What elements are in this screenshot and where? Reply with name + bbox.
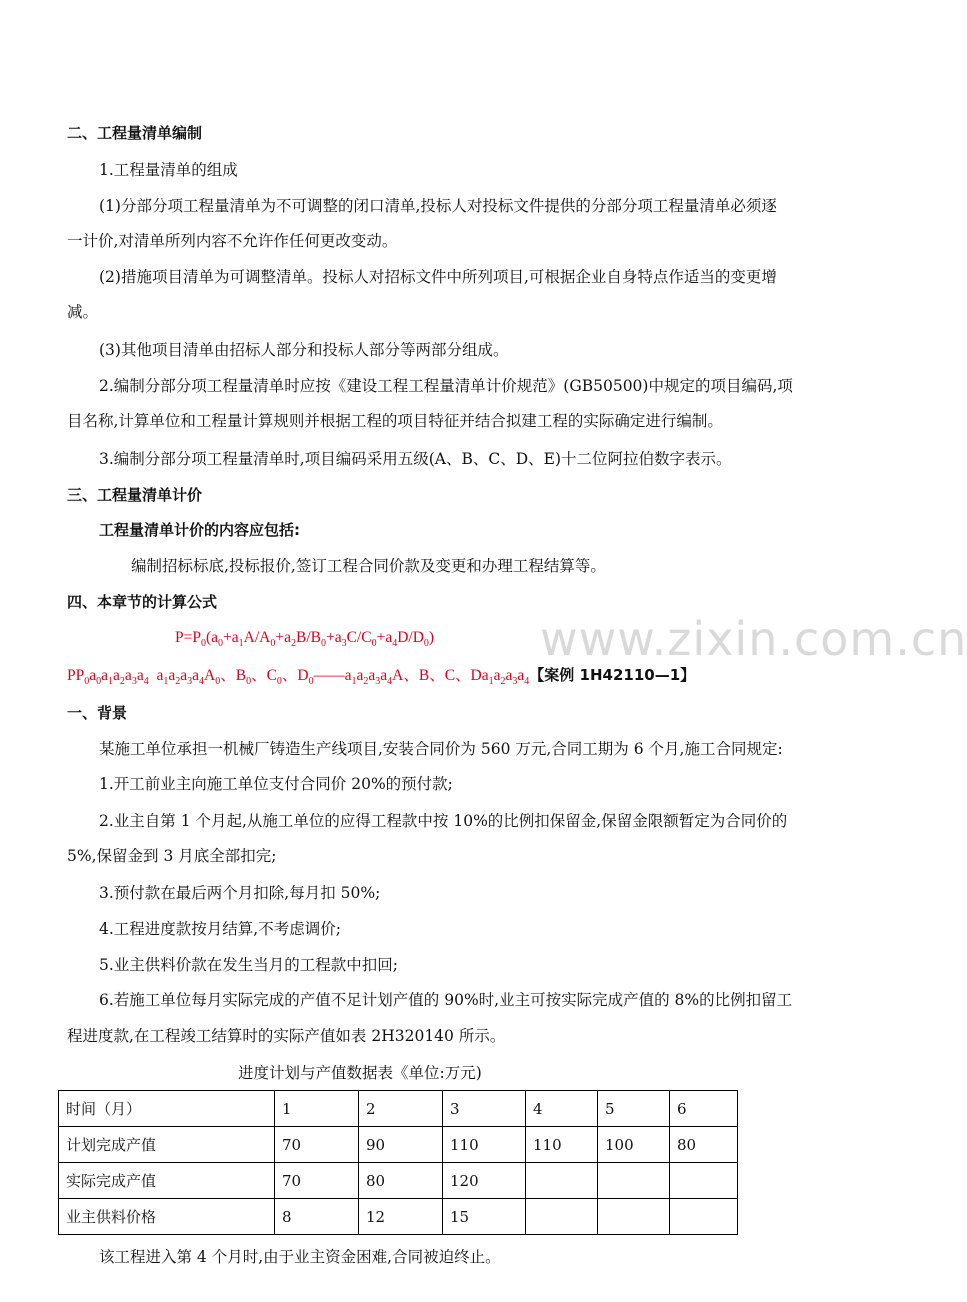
- clause-2-line-1: 2.业主自第 1 个月起,从施工单位的应得工程款中按 10%的比例扣保留金,保留金限额暂定为合同价的: [99, 812, 788, 830]
- table-row: [59, 1127, 738, 1163]
- table-cell: 8: [275, 1199, 359, 1235]
- table-cell: 70: [275, 1163, 359, 1199]
- table-cell: 2: [359, 1091, 443, 1127]
- clause-5: 5.业主供料价款在发生当月的工程款中扣回;: [99, 956, 399, 974]
- background-intro: 某施工单位承担一机械厂铸造生产线项目,安装合同价为 560 万元,合同工期为 6 个月,施工合同规定:: [99, 740, 783, 758]
- paragraph-4-line-1: 2.编制分部分项工程量清单时应按《建设工程工程量清单计价规范》(GB50500)中规定的项目编码,项: [99, 377, 793, 395]
- table-cell: 6: [670, 1091, 738, 1127]
- section-heading-4: 四、本章节的计算公式: [67, 593, 218, 611]
- table-cell: 70: [275, 1127, 359, 1163]
- progress-output-table: [58, 1090, 738, 1235]
- section-3-text: 编制招标标底,投标报价,签订工程合同价款及变更和办理工程结算等。: [131, 557, 606, 575]
- table-row: [59, 1199, 738, 1235]
- table-cell: 110: [526, 1127, 598, 1163]
- paragraph-1-line-1: (1)分部分项工程量清单为不可调整的闭口清单,投标人对投标文件提供的分部分项工程量清单必须逐: [99, 197, 777, 215]
- table-cell: 110: [443, 1127, 526, 1163]
- subheading-list-composition: 1.工程量清单的组成: [99, 161, 238, 179]
- paragraph-1-line-2: 一计价,对清单所列内容不允许作任何更改变动。: [67, 232, 398, 250]
- clause-2-line-2: 5%,保留金到 3 月底全部扣完;: [67, 847, 277, 865]
- table-cell: 3: [443, 1091, 526, 1127]
- case-label: 【案例 1H42110—1】: [529, 666, 696, 684]
- table-cell: 80: [670, 1127, 738, 1163]
- table-caption: 进度计划与产值数据表《单位:万元): [238, 1064, 482, 1082]
- table-cell: [598, 1163, 670, 1199]
- table-cell: [526, 1199, 598, 1235]
- table-cell: 90: [359, 1127, 443, 1163]
- table-cell: [670, 1199, 738, 1235]
- clause-6-line-1: 6.若施工单位每月实际完成的产值不足计划产值的 90%时,业主可按实际完成产值的 8%的比例扣留工: [99, 991, 793, 1009]
- watermark: www.zixin.com.cn: [540, 612, 967, 666]
- paragraph-2-line-2: 减。: [67, 303, 99, 321]
- table-cell: [526, 1163, 598, 1199]
- table-cell: 100: [598, 1127, 670, 1163]
- table-cell: 80: [359, 1163, 443, 1199]
- closing-text: 该工程进入第 4 个月时,由于业主资金困难,合同被迫终止。: [99, 1248, 501, 1266]
- background-heading: 一、背景: [67, 704, 128, 722]
- table-cell: 4: [526, 1091, 598, 1127]
- table-row-header: 时间（月）: [59, 1091, 275, 1127]
- table-cell: 120: [443, 1163, 526, 1199]
- table-row-header: 计划完成产值: [59, 1127, 275, 1163]
- table-row: [59, 1163, 738, 1199]
- table-cell: [598, 1199, 670, 1235]
- formula-variables-line: [67, 665, 695, 692]
- table-cell: 15: [443, 1199, 526, 1235]
- clause-3: 3.预付款在最后两个月扣除,每月扣 50%;: [99, 884, 381, 902]
- section-heading-3: 三、工程量清单计价: [67, 486, 203, 504]
- table-cell: 5: [598, 1091, 670, 1127]
- paragraph-5: 3.编制分部分项工程量清单时,项目编码采用五级(A、B、C、D、E)十二位阿拉伯数字表示。: [99, 450, 732, 468]
- paragraph-4-line-2: 目名称,计算单位和工程量计算规则并根据工程的项目特征并结合拟建工程的实际确定进行编制。: [67, 412, 723, 430]
- clause-4: 4.工程进度款按月结算,不考虑调价;: [99, 920, 341, 938]
- table-cell: 12: [359, 1199, 443, 1235]
- table-cell: 1: [275, 1091, 359, 1127]
- table-row-header: 实际完成产值: [59, 1163, 275, 1199]
- table-row: [59, 1091, 738, 1127]
- table-row-header: 业主供料价格: [59, 1199, 275, 1235]
- paragraph-2-line-1: (2)措施项目清单为可调整清单。投标人对招标文件中所列项目,可根据企业自身特点作适当的变更增: [99, 268, 777, 286]
- section-heading-2: 二、工程量清单编制: [67, 124, 203, 142]
- formula-variables: $PP_0a_0a_1a_2a_3a_4$ $a_1a_2a_3a_4A_0$、$B_0$、$C_0$、$D_0——a_1a_2a_3a_4A$、B、C、$Da_1a_2a_3a_4$: [67, 667, 530, 688]
- price-adjustment-formula: $P=P_0(a_0+a_1A/A_0+a_2B/B_0+a_3C/C_0+a_4D/D_0)$: [175, 629, 435, 650]
- clause-6-line-2: 程进度款,在工程竣工结算时的实际产值如表 2H320140 所示。: [67, 1027, 506, 1045]
- table-cell: [670, 1163, 738, 1199]
- paragraph-3: (3)其他项目清单由招标人部分和投标人部分等两部分组成。: [99, 341, 509, 359]
- clause-1: 1.开工前业主向施工单位支付合同价 20%的预付款;: [99, 775, 453, 793]
- section-3-subheading: 工程量清单计价的内容应包括:: [99, 521, 300, 539]
